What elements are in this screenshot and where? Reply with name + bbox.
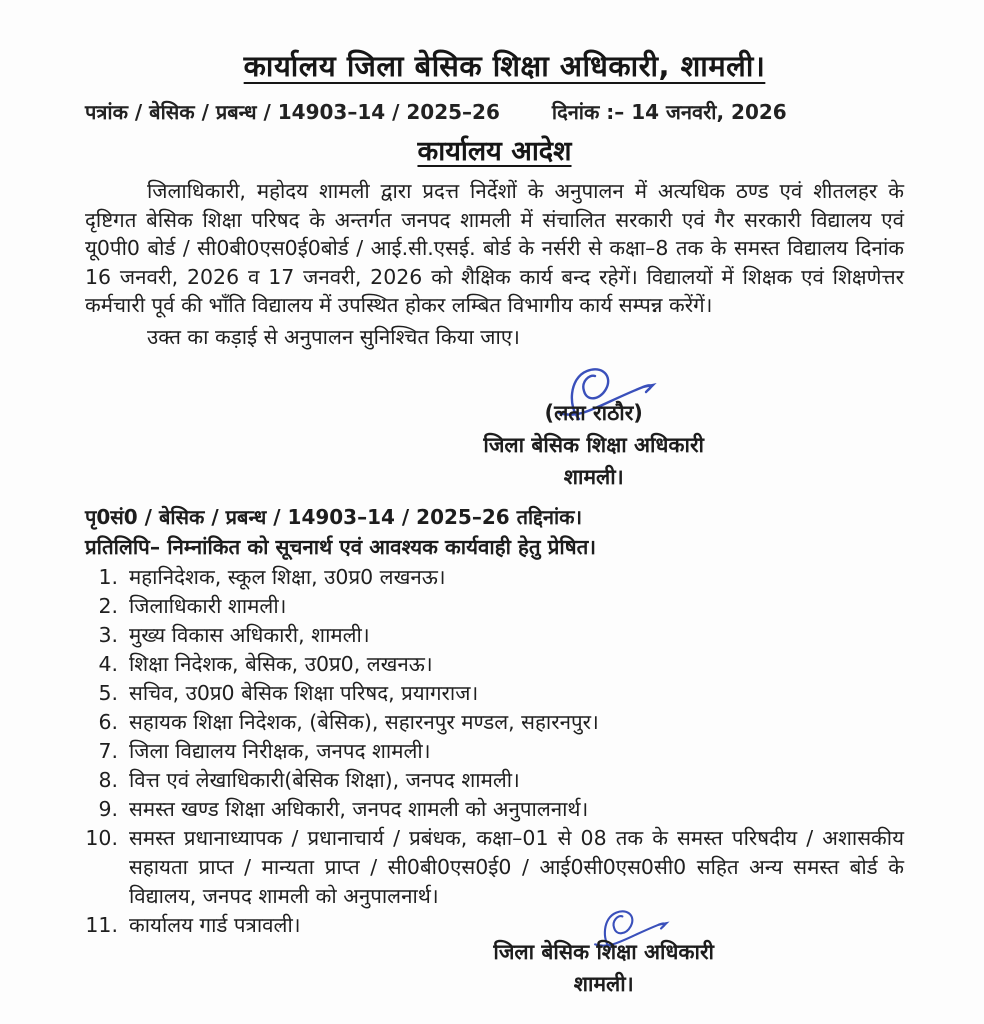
list-item — [85, 795, 904, 824]
signature-block-bottom — [493, 904, 714, 998]
compliance-line: उक्त का कड़ाई से अनुपालन सुनिश्चित किया जाए। — [147, 324, 520, 349]
list-item — [85, 708, 904, 737]
list-item-number: 7. — [98, 739, 118, 763]
list-item-text: महानिदेशक, स्कूल शिक्षा, उ0प्र0 लखनऊ। — [129, 565, 446, 589]
list-item-text: सहायक शिक्षा निदेशक, (बेसिक), सहारनपुर मण्डल, सहारनपुर। — [129, 710, 599, 734]
list-item-number: 8. — [98, 768, 118, 792]
list-item-text: मुख्य विकास अधिकारी, शामली। — [129, 623, 370, 647]
list-item-text: शिक्षा निदेशक, बेसिक, उ0प्र0, लखनऊ। — [129, 652, 433, 676]
list-item-number: 3. — [98, 623, 118, 647]
list-item — [85, 679, 904, 708]
signer-name: (लता राठौर) — [544, 401, 643, 425]
signer-place: शामली। — [563, 465, 624, 489]
list-item-number: 2. — [98, 594, 118, 618]
order-body-paragraph: जिलाधिकारी, महोदय शामली द्वारा प्रदत्त निर्देशों के अनुपालन में अत्यधिक ठण्ड एवं शीतलहर के दृष्टिगत बेसिक शिक्षा परिषद के अन्तर्गत जनपद शामली में संचालित सरकारी एवं गैर सरकारी विद्यालय एवं यू0पी0 बोर्ड / सी0बी0एस0ई0बोर्ड / आई.सी.एसई. बोर्ड के नर्सरी से कक्षा–8 तक के समस्त विद्यालय दिनांक 16 जनवरी, 2026 व 17 जनवरी, 2026 को शैक्षिक कार्य बन्द रहेगें। विद्यालयों में शिक्षक एवं शिक्षणेत्तर कर्मचारी पूर्व की भाँति विद्यालय में उपस्थित होकर लम्बित विभागीय कार्य सम्पन्न करेंगें। — [85, 179, 904, 317]
list-item-text: सचिव, उ0प्र0 बेसिक शिक्षा परिषद, प्रयागराज। — [129, 681, 479, 705]
reference-line — [85, 98, 904, 125]
order-heading: कार्यालय आदेश — [417, 136, 572, 167]
list-item-number: 1. — [98, 565, 118, 589]
list-item-text: जिलाधिकारी शामली। — [129, 594, 287, 618]
list-item-number: 5. — [98, 681, 118, 705]
list-item — [85, 621, 904, 650]
list-item — [85, 737, 904, 766]
list-item-text: जिला विद्यालय निरीक्षक, जनपद शामली। — [129, 739, 431, 763]
list-item — [85, 592, 904, 621]
list-item — [85, 766, 904, 795]
letter-date: दिनांक :– 14 जनवरी, 2026 — [551, 100, 787, 124]
list-item-number: 10. — [85, 826, 118, 850]
signature-block-top — [483, 365, 704, 491]
list-item-number: 4. — [98, 652, 118, 676]
page-title: कार्यालय जिला बेसिक शिक्षा अधिकारी, शामली। — [243, 49, 766, 83]
copy-to-line: प्रतिलिपि– निम्नांकित को सूचनार्थ एवं आवश्यक कार्यवाही हेतु प्रेषित। — [85, 535, 597, 559]
list-item-number: 9. — [98, 797, 118, 821]
signer-designation: जिला बेसिक शिक्षा अधिकारी — [493, 940, 714, 964]
list-item-number: 11. — [85, 913, 118, 937]
list-item-number: 6. — [98, 710, 118, 734]
list-item — [85, 563, 904, 592]
list-item-text: समस्त खण्ड शिक्षा अधिकारी, जनपद शामली को अनुपालनार्थ। — [129, 797, 589, 821]
list-item-text: वित्त एवं लेखाधिकारी(बेसिक शिक्षा), जनपद शामली। — [129, 768, 520, 792]
list-item — [85, 824, 904, 911]
signer-designation: जिला बेसिक शिक्षा अधिकारी — [483, 433, 704, 457]
list-item-text: समस्त प्रधानाध्यापक / प्रधानाचार्य / प्रबंधक, कक्षा–01 से 08 तक के समस्त परिषदीय / अशासकीय सहायता प्राप्त / मान्यता प्राप्त / सी0बी0एस0ई0 / आई0सी0एस0सी0 सहित अन्य समस्त बोर्ड के विद्यालय, जनपद शामली को अनुपालनार्थ। — [129, 826, 904, 908]
list-item — [85, 650, 904, 679]
endorsement-reference: पृ0सं0 / बेसिक / प्रबन्ध / 14903–14 / 2025–26 तद्दिनांक। — [85, 505, 583, 529]
letter-number: पत्रांक / बेसिक / प्रबन्ध / 14903–14 / 2025–26 — [85, 100, 500, 124]
copy-recipient-list — [85, 563, 904, 940]
signer-place: शामली। — [573, 972, 634, 996]
list-item-text: कार्यालय गार्ड पत्रावली। — [129, 913, 301, 937]
